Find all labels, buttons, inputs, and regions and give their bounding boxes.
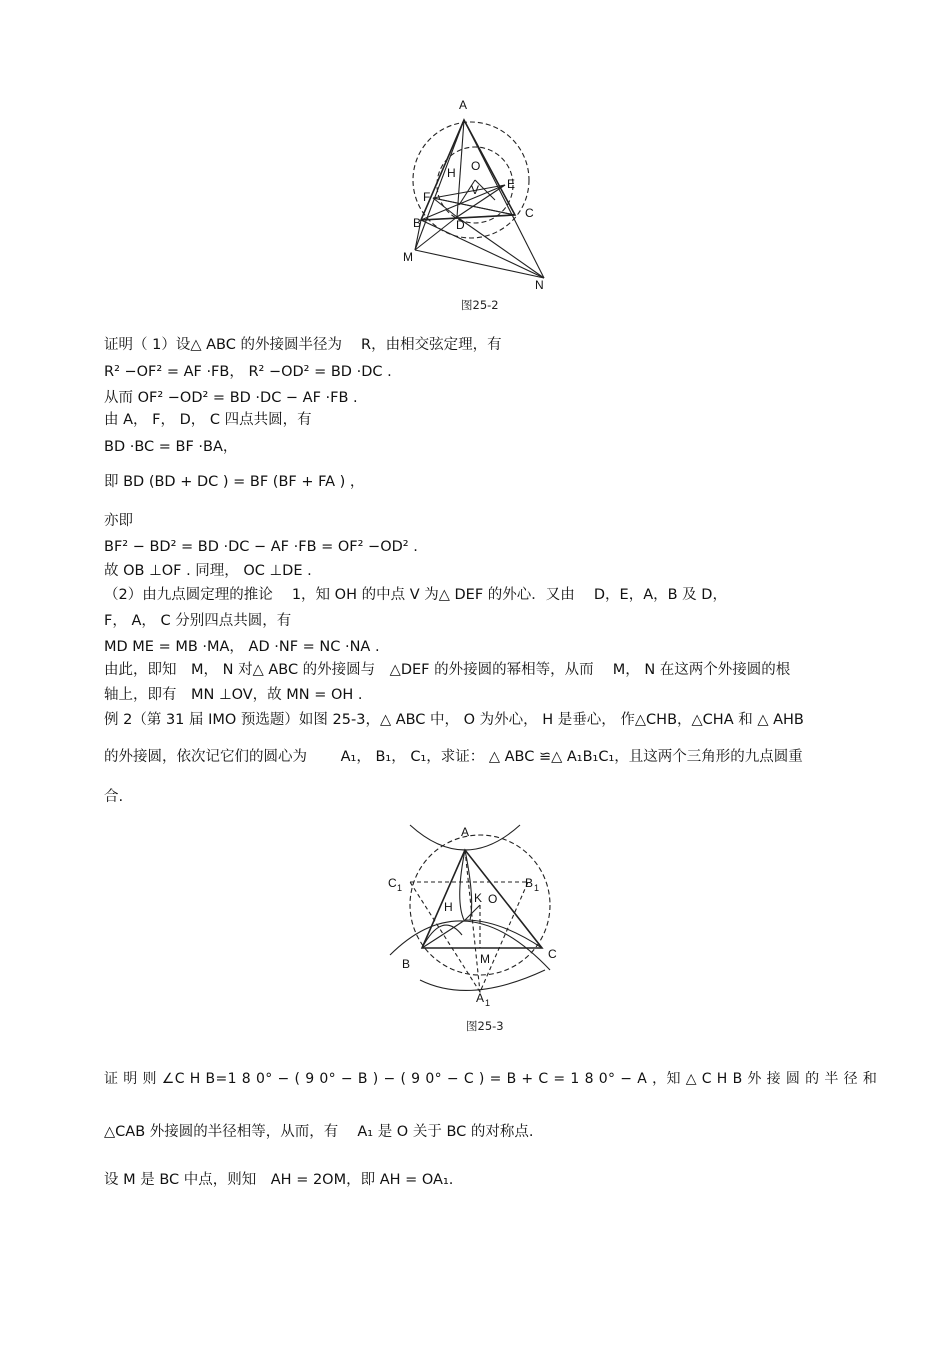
label-H: H [444,900,453,914]
text-line-1: 证明（ 1）设△ ABC 的外接圆半径为 R，由相交弦定理，有 [104,337,502,353]
text-line-14: 轴上，即有 MN ⊥OV，故 MN = OH . [104,687,363,703]
label-B: B [413,216,422,230]
text-line-16: 的外接圆，依次记它们的圆心为 A₁， B₁， C₁，求证： △ ABC ≌△ A₁B₁C₁，且这两个三角形的九点圆重 [104,749,803,765]
label-K: K [474,891,483,905]
label-F: F [423,190,431,204]
text-line-7: 亦即 [104,513,133,529]
text-line-10: （2）由九点圆定理的推论 1，知 OH 的中点 V 为△ DEF 的外心．又由 D，E，A，B 及 D， [104,587,727,603]
label-D: D [456,218,465,232]
label-A1: A [476,991,485,1005]
text-line-12: MD ME = MB ·MA， AD ·NF = NC ·NA . [104,639,380,655]
figure-caption-25-2: 图25-2 [461,298,499,312]
text-line-3: 从而 OF² −OD² = BD ·DC − AF ·FB . [104,390,358,406]
label-C: C [548,947,557,961]
proof-line-2: △CAB 外接圆的半径相等，从而，有 A₁ 是 O 关于 BC 的对称点. [104,1124,534,1140]
label-M: M [403,250,413,264]
label-B1: B [525,876,534,890]
label-H: H [447,166,456,180]
text-line-8: BF² − BD² = BD ·DC − AF ·FB = OF² −OD² . [104,539,418,555]
label-V: V [471,183,480,197]
label-M: M [480,952,490,966]
label-A: A [459,98,468,112]
label-O: O [471,159,481,173]
label-A: A [461,825,470,839]
figure-25-2 [395,95,565,295]
label-B: B [402,957,411,971]
label-E: E [507,177,516,191]
label-B1-sub: 1 [534,883,540,893]
label-O: O [488,892,498,906]
text-line-9: 故 OB ⊥OF . 同理， OC ⊥DE . [104,563,312,579]
text-line-13: 由此，即知 M， N 对△ ABC 的外接圆与 △DEF 的外接圆的幂相等，从而 M， N 在这两个外接圆的根 [104,662,791,678]
text-line-17: 合. [104,789,124,805]
proof-line-1: 证 明 则 ∠C H B=1 8 0° − ( 9 0° − B ) − ( 9 0° − C ) = B + C = 1 8 0° − A ，知 △ C H B 外 接 圆 的 半 径 和 [104,1071,878,1087]
text-line-11: F， A， C 分别四点共圆，有 [104,613,292,629]
text-line-15: 例 2（第 31 届 IMO 预选题）如图 25-3，△ ABC 中， O 为外心， H 是垂心， 作△CHB，△CHA 和 △ AHB [104,712,804,728]
text-line-2: R² −OF² = AF ·FB， R² −OD² = BD ·DC . [104,364,392,380]
figure-25-3 [380,820,570,1010]
figure-caption-25-3: 图25-3 [466,1019,504,1033]
label-C: C [525,206,534,220]
text-line-4: 由 A， F， D， C 四点共圆，有 [104,412,312,428]
proof-line-3: 设 M 是 BC 中点，则知 AH = 2OM，即 AH = OA₁. [104,1172,454,1188]
text-line-6: 即 BD (BD + DC ) = BF (BF + FA ) ， [104,474,365,490]
label-N: N [535,278,544,292]
text-line-5: BD ·BC = BF ·BA， [104,439,238,455]
label-C1: C [388,876,397,890]
label-A1-sub: 1 [485,998,491,1008]
label-C1-sub: 1 [397,883,403,893]
